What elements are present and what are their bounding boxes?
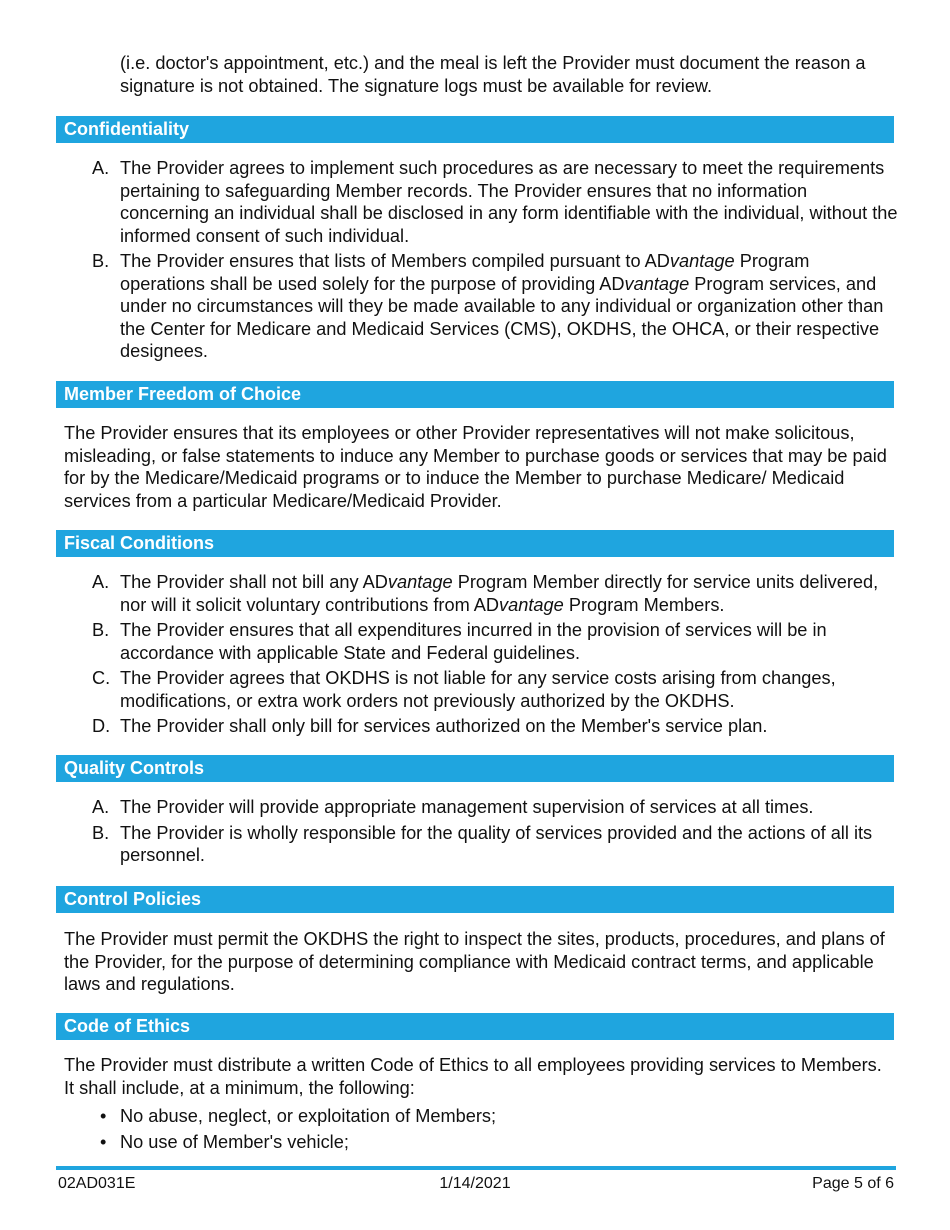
list-marker: B. xyxy=(92,620,110,640)
list-marker: C. xyxy=(92,668,111,688)
fiscal-list xyxy=(88,571,898,741)
list-marker: B. xyxy=(92,822,110,843)
list-item-text: The Provider agrees that OKDHS is not liable for any service costs arising from changes, modifications, or extra work orders not previously authorized by the OKDHS. xyxy=(120,668,836,711)
list-item xyxy=(88,619,898,664)
list-marker: A. xyxy=(92,572,110,592)
footer-date: 1/14/2021 xyxy=(439,1175,511,1192)
footer-divider xyxy=(56,1166,896,1170)
confidentiality-list xyxy=(88,157,898,366)
list-item-text: The Provider agrees to implement such procedures as are necessary to meet the requirements pertaining to safeguarding Member records. The Provider ensures that no information concerning an individual shall be disclosed in any form identifiable with the individual, without the informed consent of such individual. xyxy=(120,158,898,246)
section-header-quality-controls: Quality Controls xyxy=(56,755,894,782)
list-marker: A. xyxy=(92,797,110,817)
section-header-fiscal-conditions: Fiscal Conditions xyxy=(56,530,894,557)
section-header-confidentiality: Confidentiality xyxy=(56,116,894,143)
list-item-text: The Provider shall only bill for services authorized on the Member's service plan. xyxy=(120,716,768,736)
list-item xyxy=(88,667,898,712)
freedom-paragraph: The Provider ensures that its employees or other Provider representatives will not make solicitous, misleading, or false statements to induce any Member to purchase goods or services that may be paid for by the Medicare/Medicaid programs or to induce the Member to purchase Medicare/ Medicaid services from a particular Medicare/Medicaid Provider. xyxy=(64,423,887,511)
list-item xyxy=(88,822,898,867)
list-item-text: The Provider shall not bill any ADvantage Program Member directly for service units delivered, nor will it solicit voluntary contributions from ADvantage Program Members. xyxy=(120,572,879,615)
list-item-text: The Provider is wholly responsible for the quality of services provided and the actions of all its personnel. xyxy=(120,822,873,865)
intro-paragraph: (i.e. doctor's appointment, etc.) and the meal is left the Provider must document the reason a signature is not obtained. The signature logs must be available for review. xyxy=(120,53,866,96)
list-item-text: The Provider ensures that lists of Members compiled pursuant to ADvantage Program operations shall be used solely for the purpose of providing ADvantage Program services, and under no circumstances will they be made available to any individual or organization other than the Center for Medicare and Medicaid Services (CMS), OKDHS, the OHCA, or their respective designees. xyxy=(120,251,884,361)
quality-list xyxy=(88,796,898,870)
control-paragraph: The Provider must permit the OKDHS the right to inspect the sites, products, procedures, and plans of the Provider, for the purpose of determining compliance with Medicaid contract terms, and applicable laws and regulations. xyxy=(64,929,885,994)
footer-form-number: 02AD031E xyxy=(58,1175,136,1192)
list-item-text: The Provider will provide appropriate management supervision of services at all times. xyxy=(120,797,814,817)
ethics-paragraph: The Provider must distribute a written Code of Ethics to all employees providing services to Members. It shall include, at a minimum, the following: xyxy=(64,1055,882,1098)
list-item xyxy=(100,1105,880,1128)
list-item xyxy=(100,1131,880,1154)
list-item-text: The Provider ensures that all expenditures incurred in the provision of services will be in accordance with applicable State and Federal guidelines. xyxy=(120,620,827,663)
section-header-control-policies: Control Policies xyxy=(56,886,894,913)
section-header-freedom-of-choice: Member Freedom of Choice xyxy=(56,381,894,408)
list-item xyxy=(88,571,898,616)
bullet-icon: • xyxy=(100,1106,107,1126)
list-item-text: No use of Member's vehicle; xyxy=(120,1131,349,1152)
list-marker: D. xyxy=(92,716,111,736)
list-item-text: No abuse, neglect, or exploitation of Members; xyxy=(120,1106,497,1126)
list-item xyxy=(88,796,898,819)
list-item xyxy=(88,715,898,738)
ethics-bullet-list xyxy=(100,1105,880,1156)
list-item xyxy=(88,250,898,363)
section-header-code-of-ethics: Code of Ethics xyxy=(56,1013,894,1040)
footer-page-number: Page 5 of 6 xyxy=(812,1175,894,1192)
list-marker: B. xyxy=(92,251,110,271)
list-item xyxy=(88,157,898,247)
bullet-icon: • xyxy=(100,1131,107,1152)
list-marker: A. xyxy=(92,158,110,178)
